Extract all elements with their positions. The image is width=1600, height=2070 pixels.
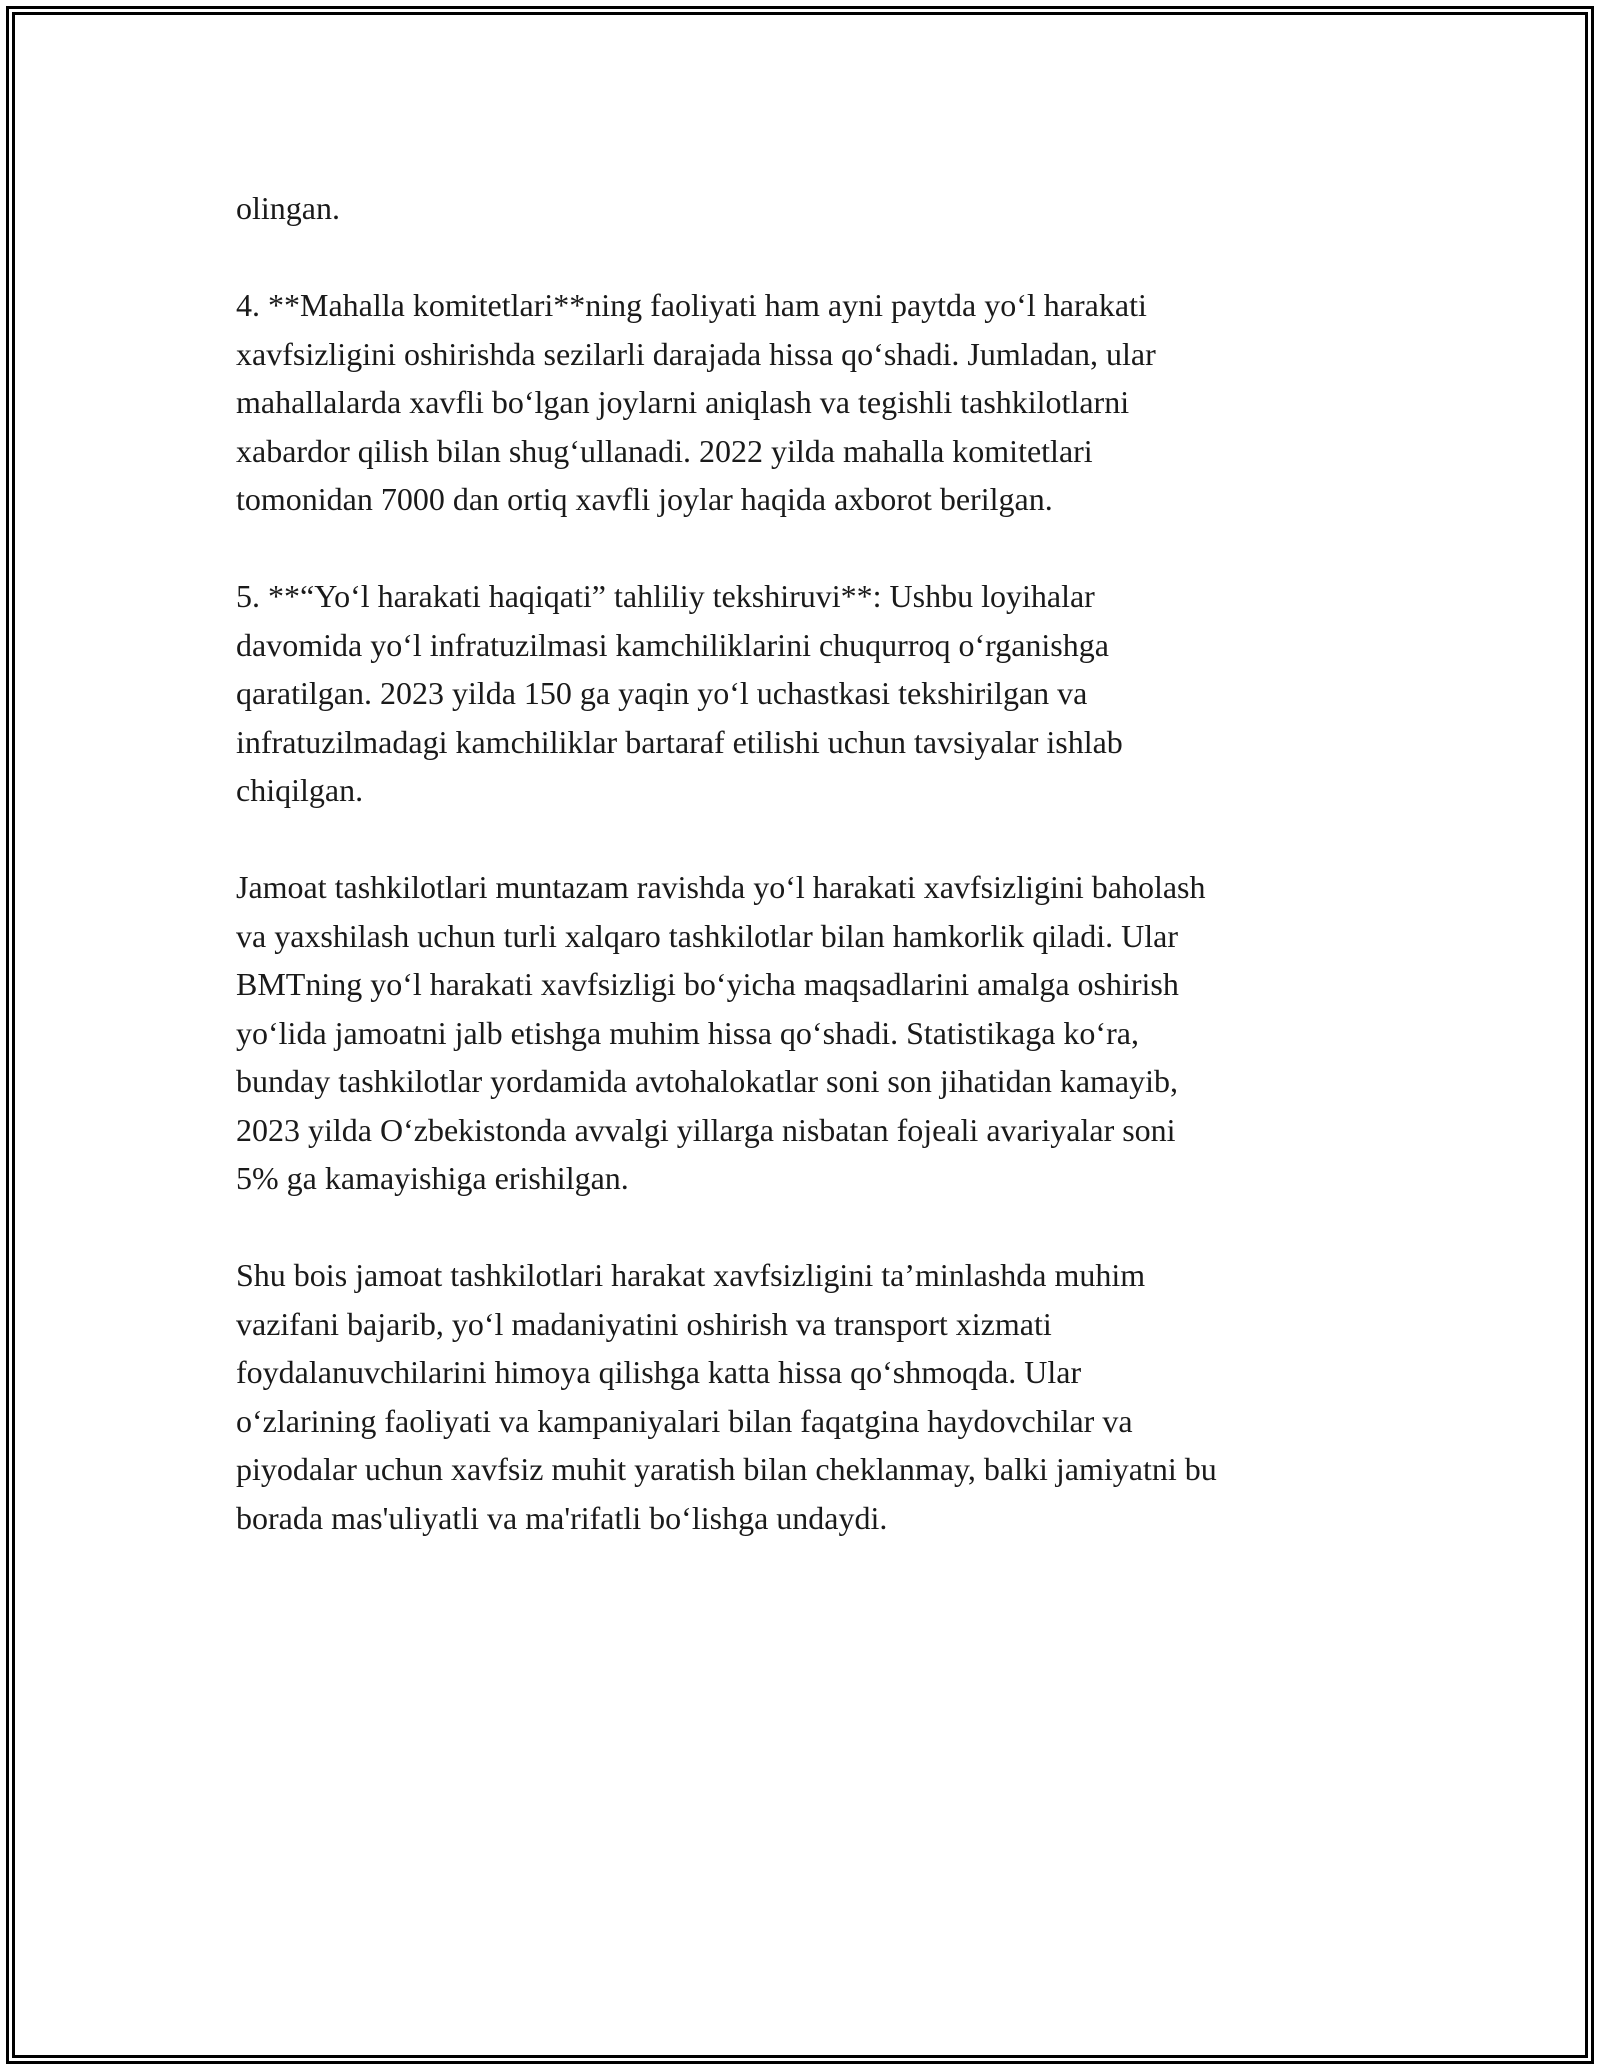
- text-line: BMTning yo‘l harakati xavfsizligi bo‘yicha maqsadlarini amalga oshirish: [236, 966, 1179, 1002]
- text-line: 5. **“Yo‘l harakati haqiqati” tahliliy tekshiruvi**: Ushbu loyihalar: [236, 578, 1095, 614]
- text-line: chiqilgan.: [236, 772, 364, 808]
- text-line: o‘zlarining faoliyati va kampaniyalari bilan faqatgina haydovchilar va: [236, 1402, 1133, 1439]
- paragraph-item-5: [236, 572, 1366, 815]
- text-line: 2023 yilda O‘zbekistonda avvalgi yillarga nisbatan fojeali avariyalar soni: [236, 1111, 1176, 1148]
- text-line: Shu bois jamoat tashkilotlari harakat xavfsizligini ta’minlashda muhim: [236, 1257, 1146, 1293]
- paragraph-conclusion: [236, 1251, 1366, 1542]
- text-line: 4. **Mahalla komitetlari**ning faoliyati ham ayni paytda yo‘l harakati: [236, 287, 1147, 323]
- paragraph-item-4: [236, 281, 1366, 524]
- text-line: qaratilgan. 2023 yilda 150 ga yaqin yo‘l uchastkasi tekshirilgan va: [236, 675, 1088, 711]
- text-line: mahallalarda xavfli bo‘lgan joylarni aniqlash va tegishli tashkilotlarni: [236, 384, 1130, 420]
- text-line: yo‘lida jamoatni jalb etishga muhim hissa qo‘shadi. Statistikaga ko‘ra,: [236, 1014, 1139, 1051]
- text-line: bunday tashkilotlar yordamida avtohalokatlar soni son jihatidan kamayib,: [236, 1063, 1178, 1099]
- text-line: olingan.: [236, 190, 340, 226]
- text-line: va yaxshilash uchun turli xalqaro tashkilotlar bilan hamkorlik qiladi. Ular: [236, 917, 1178, 954]
- text-line: davomida yo‘l infratuzilmasi kamchiliklarini chuqurroq o‘rganishga: [236, 626, 1109, 663]
- text-line: tomonidan 7000 dan ortiq xavfli joylar haqida axborot berilgan.: [236, 481, 1053, 517]
- text-line: infratuzilmadagi kamchiliklar bartaraf etilishi uchun tavsiyalar ishlab: [236, 723, 1123, 760]
- paragraph-cooperation: [236, 863, 1366, 1203]
- text-line: 5% ga kamayishiga erishilgan.: [236, 1160, 629, 1196]
- document-body: [236, 184, 1366, 1542]
- text-line: xavfsizligini oshirishda sezilarli darajada hissa qo‘shadi. Jumladan, ular: [236, 335, 1156, 372]
- text-line: borada mas'uliyatli va ma'rifatli bo‘lishga undaydi.: [236, 1499, 888, 1536]
- text-line: piyodalar uchun xavfsiz muhit yaratish bilan cheklanmay, balki jamiyatni bu: [236, 1451, 1217, 1487]
- text-line: foydalanuvchilarini himoya qilishga katta hissa qo‘shmoqda. Ular: [236, 1354, 1082, 1390]
- text-line: xabardor qilish bilan shug‘ullanadi. 2022 yilda mahalla komitetlari: [236, 432, 1093, 469]
- paragraph-continuation: [236, 184, 1366, 233]
- text-line: Jamoat tashkilotlari muntazam ravishda yo‘l harakati xavfsizligini baholash: [236, 869, 1206, 905]
- text-line: vazifani bajarib, yo‘l madaniyatini oshirish va transport xizmati: [236, 1305, 1052, 1342]
